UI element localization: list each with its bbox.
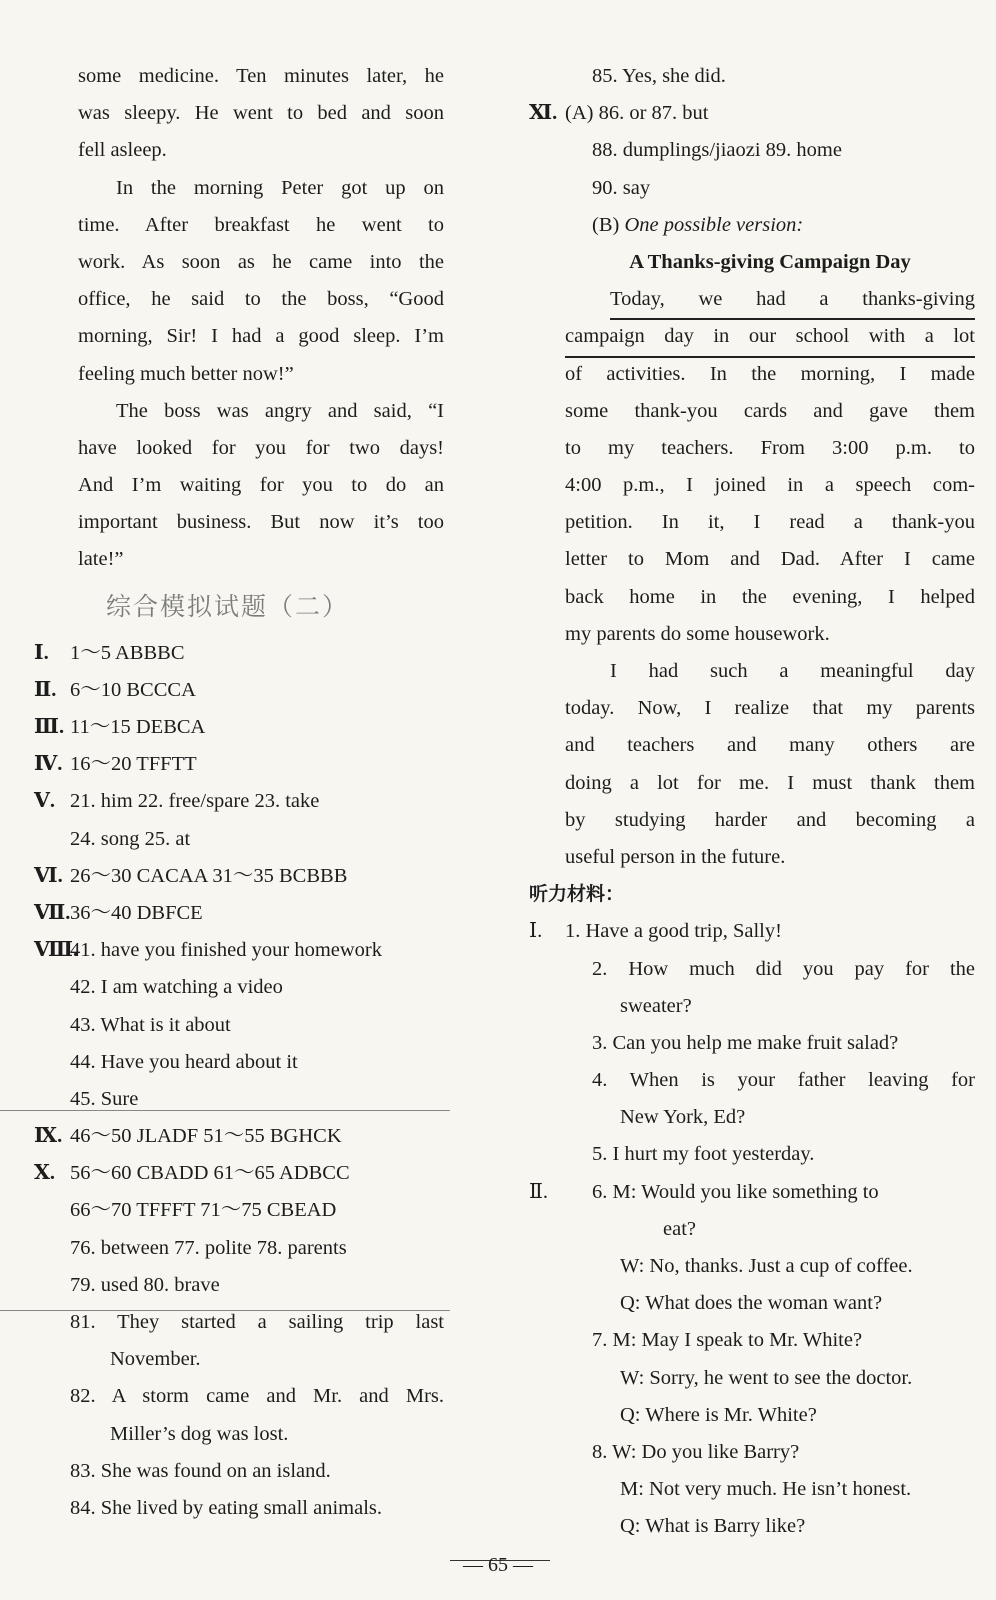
answer-text: 46～50 JLADF 51～55 BGHCK [70,1125,342,1148]
version-text: One possible version: [624,213,804,236]
answer-line: 85. Yes, she did. [592,65,726,87]
answer-text: 56～60 CBADD 61～65 ADBCC [70,1162,350,1185]
answer-label: Ⅶ. [34,901,71,924]
essay-line [565,318,975,355]
version-label: (B) [592,213,625,236]
answer-label: Ⅳ. [34,753,63,776]
answer-label: Ⅷ. [34,939,79,962]
essay-text: Today, we had a thanks-giving [610,281,975,320]
left-column [34,58,444,1527]
listening-text: 1. Have a good trip, Sally! [565,920,782,943]
answer-label: Ⅱ. [34,678,57,701]
answer-line: 82. A storm came and Mr. and Mrs. [70,1385,444,1408]
answer-line: 42. I am watching a video [70,976,283,999]
essay-line: today. Now, I realize that my parents [565,697,975,720]
listening-line: 8. W: Do you like Barry? [592,1440,800,1463]
listening-line: New York, Ed? [620,1106,746,1129]
story-line: some medicine. Ten minutes later, he [78,65,444,87]
answer-line [34,635,444,672]
answer-line: 44. Have you heard about it [70,1050,298,1073]
answer-line: 90. say [592,176,651,199]
listening-line: 3. Can you help me make fruit salad? [592,1031,899,1054]
answer-line [34,895,444,932]
answer-line: 88. dumplings/jiaozi 89. home [592,139,842,162]
essay-line: and teachers and many others are [565,734,975,757]
answer-text: (A) 86. or 87. but [565,102,709,125]
listening-line: Q: What does the woman want? [620,1292,883,1315]
story-line: morning, Sir! I had a good sleep. I’m [78,325,444,348]
listening-line [529,1174,975,1211]
version-line [565,207,975,244]
answer-text: 1～5 ABBBC [70,641,185,664]
answer-line [34,709,444,746]
essay-line: of activities. In the morning, I made [565,362,975,385]
answer-label: Ⅰ. [34,641,49,664]
scan-rule [0,1310,450,1311]
listening-label: Ⅰ. [529,920,543,943]
scan-rule [0,1110,450,1111]
answer-line [34,783,444,820]
listening-line: M: Not very much. He isn’t honest. [620,1478,912,1501]
answer-label: Ⅵ. [34,864,63,887]
essay-line: petition. In it, I read a thank-you [565,511,975,534]
answer-line: 84. She lived by eating small animals. [70,1496,383,1519]
story-line: And I’m waiting for you to do an [78,474,444,497]
listening-label: Ⅱ. [529,1180,549,1203]
answer-line [34,1118,444,1155]
answer-text: 26～30 CACAA 31～35 BCBBB [70,864,348,887]
answer-label: Ⅲ. [34,716,65,738]
essay-line: 4:00 p.m., I joined in a speech com- [565,474,975,497]
story-line: late!” [78,548,124,571]
story-line: work. As soon as he came into the [78,250,444,273]
story-line: In the morning Peter got up on [116,176,444,199]
answer-line [34,858,444,895]
essay-line: back home in the evening, I helped [565,585,975,608]
essay-line: some thank-you cards and gave them [565,399,975,422]
listening-line: Q: Where is Mr. White? [620,1403,817,1426]
essay-line: I had such a meaningful day [610,660,975,682]
page-number: — 65 — [463,1554,533,1576]
answer-line: November. [110,1348,201,1371]
essay-line: useful person in the future. [565,845,786,868]
story-line: time. After breakfast he went to [78,213,444,236]
answer-line: 81. They started a sailing trip last [70,1311,444,1333]
story-line: important business. But now it’s too [78,511,444,534]
essay-line: to my teachers. From 3:00 p.m. to [565,436,975,459]
answer-label: Ⅹ. [34,1162,56,1185]
section-title: 综合模拟试题（二） [106,591,350,621]
answer-label: Ⅺ. [529,102,558,125]
essay-line [565,281,975,318]
essay-text: campaign day in our school with a lot [565,318,975,357]
listening-text: 6. M: Would you like something to [592,1180,879,1203]
essay-line: letter to Mom and Dad. After I came [565,548,975,571]
listening-line: W: Sorry, he went to see the doctor. [620,1366,913,1389]
essay-line: by studying harder and becoming a [565,808,975,831]
answer-line: 66～70 TFFFT 71～75 CBEAD [70,1199,337,1222]
listening-heading: 听力材料： [529,883,625,906]
answer-line [529,95,975,132]
answer-line: 24. song 25. at [70,827,191,850]
essay-line: my parents do some housework. [565,622,830,645]
right-column [529,58,975,1546]
answer-line [34,746,444,783]
answer-line [34,932,444,969]
story-line: have looked for you for two days! [78,436,444,459]
answer-text: 41. have you finished your homework [70,939,382,962]
listening-line: 2. How much did you pay for the [592,957,975,980]
listening-line: Q: What is Barry like? [620,1515,806,1538]
answer-line: 45. Sure [70,1087,139,1110]
story-line: feeling much better now!” [78,362,294,385]
listening-line: eat? [663,1217,696,1240]
essay-title: A Thanks-giving Campaign Day [629,250,911,273]
answer-line: 43. What is it about [70,1013,231,1036]
listening-line: 4. When is your father leaving for [592,1069,975,1092]
answer-line: 83. She was found on an island. [70,1459,331,1482]
answer-line [34,672,444,709]
story-line: office, he said to the boss, “Good [78,288,444,311]
answer-text: 11～15 DEBCA [70,716,206,738]
answer-text: 6～10 BCCCA [70,678,196,701]
listening-line: sweater? [620,994,692,1017]
story-line: The boss was angry and said, “I [116,399,444,422]
answer-line: 76. between 77. polite 78. parents [70,1236,347,1259]
listening-line: 5. I hurt my foot yesterday. [592,1143,815,1166]
story-line: fell asleep. [78,139,167,162]
answer-text: 36～40 DBFCE [70,901,203,924]
essay-line: doing a lot for me. I must thank them [565,771,975,794]
answer-label: Ⅸ. [34,1125,63,1148]
story-line: was sleepy. He went to bed and soon [78,102,444,125]
answer-line [34,1155,444,1192]
answer-text: 16～20 TFFTT [70,753,197,776]
answer-text: 21. him 22. free/spare 23. take [70,790,320,813]
answer-label: Ⅴ. [34,790,56,813]
listening-line: 7. M: May I speak to Mr. White? [592,1329,863,1352]
answer-line: 79. used 80. brave [70,1273,220,1296]
listening-line: W: No, thanks. Just a cup of coffee. [620,1255,913,1277]
answer-line: Miller’s dog was lost. [110,1422,289,1445]
listening-line [529,913,975,950]
